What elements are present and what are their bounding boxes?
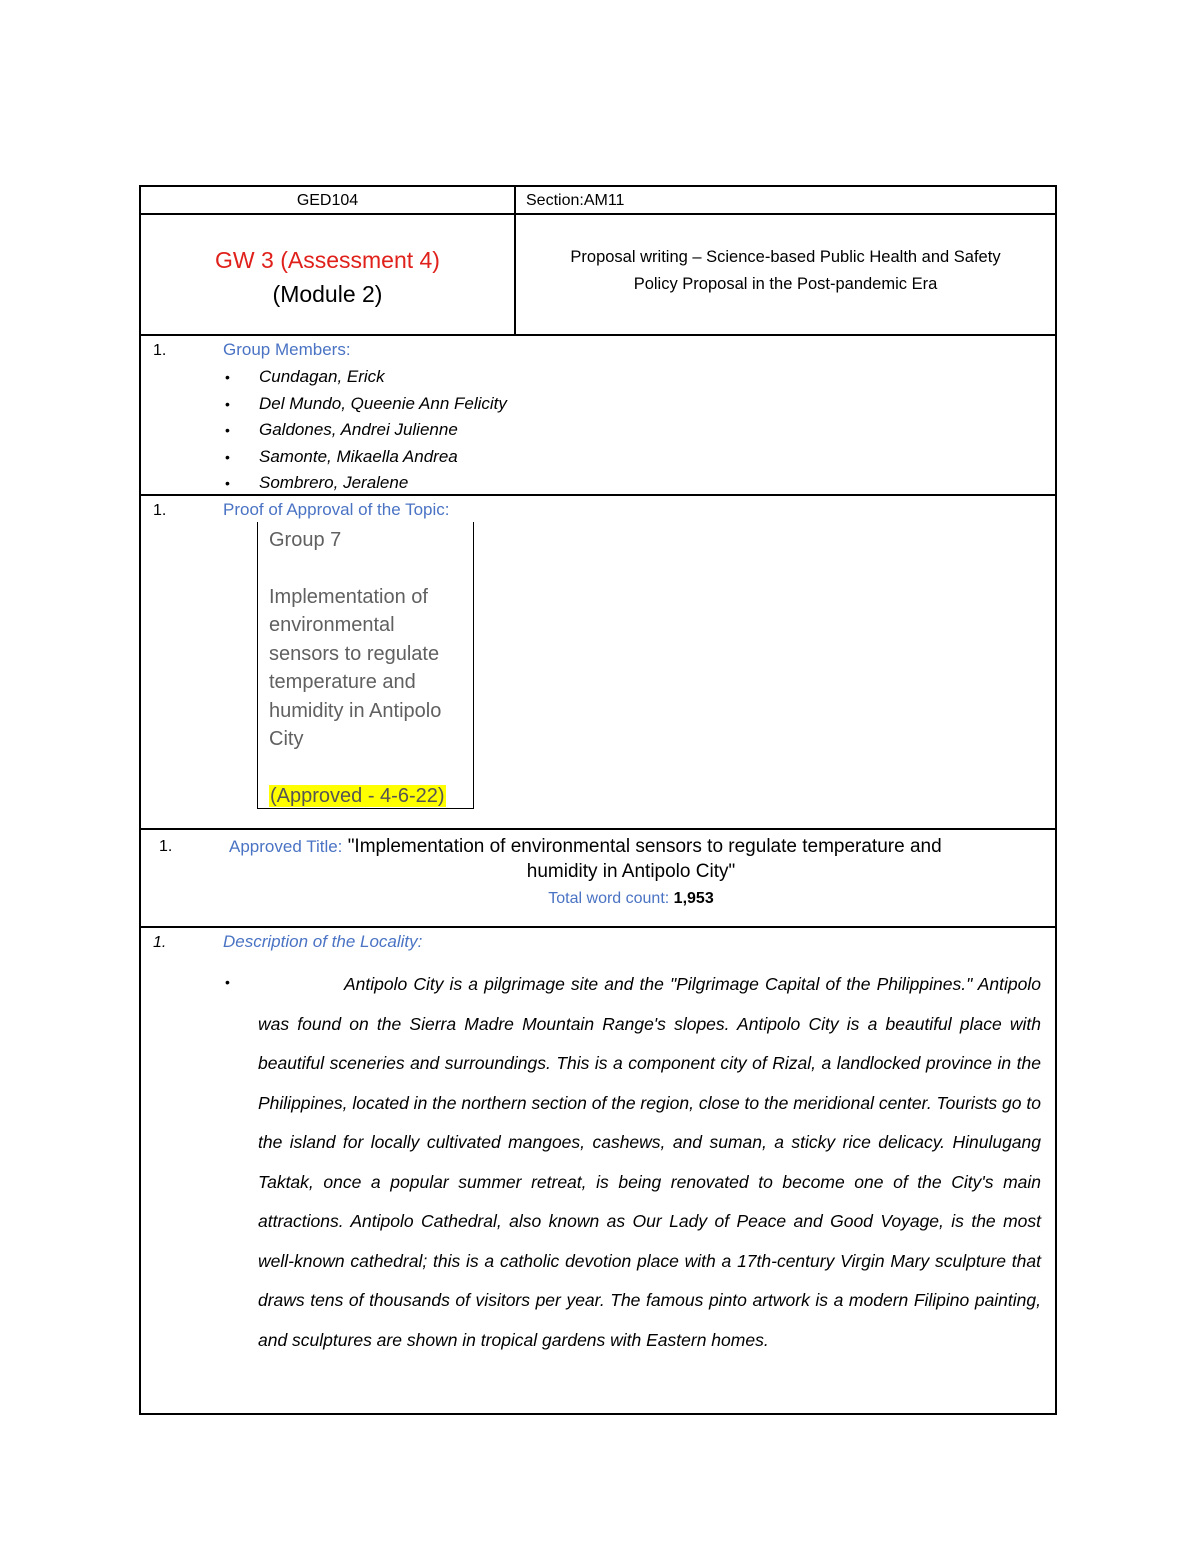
approval-status — [269, 782, 465, 811]
locality-heading: Description of the Locality: — [223, 932, 423, 951]
module-label: (Module 2) — [272, 281, 383, 307]
bullet-icon: • — [225, 369, 230, 385]
proposal-line-2: Policy Proposal in the Post-pandemic Era — [633, 275, 938, 293]
approval-topic: Implementation of environmental sensors to regulate temperature and humidity in Antipolo City — [269, 585, 442, 750]
assignment-table — [139, 185, 1057, 1415]
approved-highlight: (Approved - 4-6-22) — [270, 784, 445, 807]
list-item — [225, 417, 507, 444]
member-name: Sombrero, Jeralene — [259, 473, 409, 492]
proposal-line-1: Proposal writing – Science-based Public Health and Safety — [570, 248, 1001, 266]
bullet-icon: • — [225, 422, 230, 438]
approval-screenshot — [257, 522, 474, 809]
item-number: 1. — [153, 502, 167, 519]
item-number: 1. — [153, 342, 167, 359]
locality-row — [141, 928, 1055, 1413]
title-row — [141, 215, 1055, 336]
course-code: GED104 — [141, 187, 516, 213]
bullet-icon: • — [225, 475, 230, 491]
approved-title-block — [221, 834, 1041, 911]
approved-title-heading: Approved Title: — [229, 837, 343, 856]
list-item — [225, 391, 507, 418]
member-name: Del Mundo, Queenie Ann Felicity — [259, 393, 507, 413]
word-count-value: 1,953 — [673, 890, 714, 907]
group-members-row — [141, 336, 1055, 496]
bullet-icon: • — [225, 974, 230, 990]
member-name: Samonte, Mikaella Andrea — [259, 446, 458, 466]
member-name: Galdones, Andrei Julienne — [259, 420, 458, 439]
approval-row — [141, 496, 1055, 830]
approved-title-text-1: "Implementation of environmental sensors to regulate temperature and — [347, 836, 942, 857]
approved-title-line-1 — [221, 834, 1041, 859]
bullet-icon: • — [225, 448, 230, 465]
item-number: 1. — [153, 934, 167, 951]
approval-heading: Proof of Approval of the Topic: — [223, 500, 450, 519]
header-row — [141, 187, 1055, 215]
list-item — [225, 364, 507, 391]
assessment-title: GW 3 (Assessment 4) — [215, 247, 440, 273]
assessment-cell — [141, 215, 516, 334]
item-number: 1. — [159, 838, 173, 855]
member-list — [225, 364, 507, 497]
list-item — [225, 470, 507, 497]
member-name: Cundagan, Erick — [259, 367, 385, 386]
bullet-icon: • — [225, 395, 230, 412]
section-label: Section:AM11 — [526, 192, 625, 209]
word-count — [221, 886, 1041, 911]
word-count-label: Total word count: — [548, 890, 670, 907]
proposal-cell — [516, 215, 1055, 334]
locality-description: Antipolo City is a pilgrimage site and the "Pilgrimage Capital of the Philippines." Antipolo was found on the Sierra Madre Mountain Range's slopes. Antipolo City is a beautiful place with beautiful sceneries and surroundings. This is a component city of Rizal, a landlocked province in the Philippines, located in the northern section of the region, close to the meridional center. Tourists go to the island for locally cultivated mangoes, cashews, and suman, a sticky rice delicacy. Hinulugang Taktak, once a popular summer retreat, is being renovated to become one of the City's main attractions. Antipolo Cathedral, also known as Our Lady of Peace and Good Voyage, is the most well-known cathedral; this is a catholic devotion place with a 17th-century Virgin Mary sculpture that draws tens of thousands of visitors per year. The famous pinto artwork is a modern Filipino painting, and sculptures are shown in tropical gardens with Eastern homes. — [258, 974, 1041, 1350]
approval-group: Group 7 — [269, 529, 342, 551]
group-members-heading: Group Members: — [223, 340, 351, 359]
list-item — [225, 444, 507, 471]
approved-title-row — [141, 830, 1055, 928]
approved-title-line-2: humidity in Antipolo City" — [526, 861, 736, 882]
